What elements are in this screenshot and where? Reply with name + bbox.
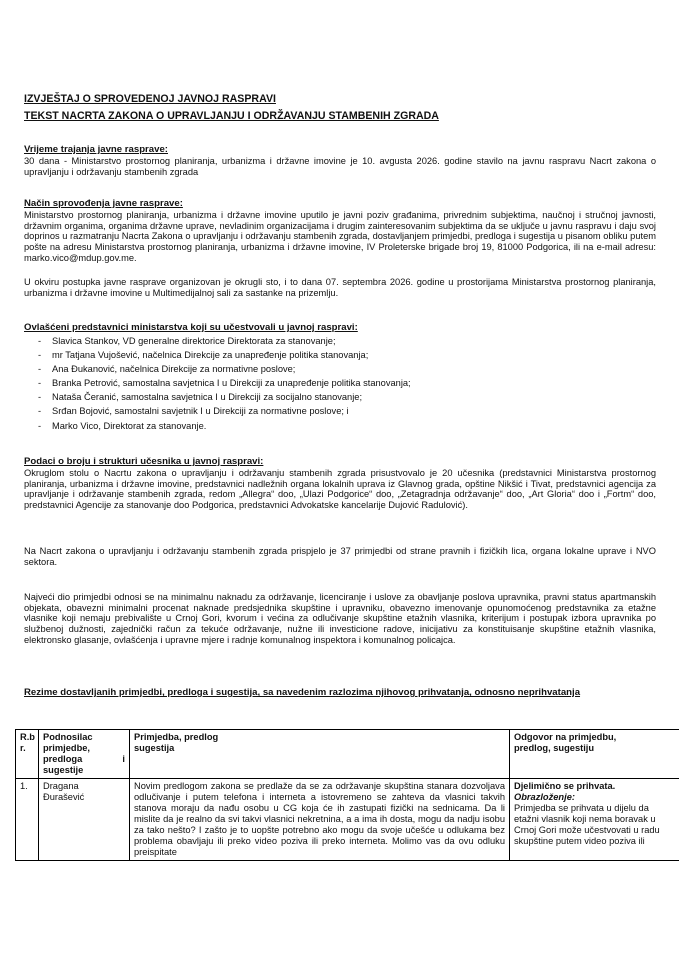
- list-item: - mr Tatjana Vujošević, načelnica Direkcije za unapređenje politika stanovanja;: [38, 350, 369, 361]
- list-item: - Branka Petrović, samostalna savjetnica I u Direkciji za unapređenje politika stanovanja;: [38, 378, 411, 389]
- list-item: - Nataša Čeranić, samostalna savjetnica I u Direkciji za socijalno stanovanje;: [38, 392, 363, 403]
- remarks-table: [15, 729, 679, 861]
- duration-heading: Vrijeme trajanja javne rasprave:: [24, 144, 168, 155]
- row-remark: Novim predlogom zakona se predlaže da se za održavanje skupština stanara dozvoljava odlučivanje i putem telefona i interneta a istovremeno se zahteva da vlasnici takvih stanova moraju da nađu osobu u CG koja će ih zastupati fizički na sednicama. Da li mislite da je realno da svi takvi vlasnici nekretnina, a a ima ih dosta, mogu da nadju isobu za tako nešto? I zašto je to uopšte potrebno ako mogu da svoje učešće u odlukama bez problema obavljaju ili preko video poziva ili preko interneta. Molimo vas da ovu odluku preispitate: [130, 779, 510, 861]
- participants-text-3: Najveći dio primjedbi odnosi se na minimalnu naknadu za održavanje, licenciranje i uslove za obavljanje poslova upravnika, pravni status apartmanskih objekata, obavezni minimalni procenat naknade predsjednika skupštine i upravniku, obavezno imenovanje opunomoćenog predstavnika za etažne vlasnike koji nemaju prebivalište u Crnoj Gori, kvorum i većina za odlučivanje skupštine etažnih vlasnika, kriterijum i postupak izbora upravnika po službenoj dužnosti, zajednički račun za tekuće održavanje, nužne ili investicione radove, inicijativu za konstituisanje skupštine etažnih vlasnika, elektronsko glasanje, ovlašćenja i upravne mjere i radnje komunalnog inspektora i komunalnog policajca.: [24, 592, 656, 645]
- representatives-heading: Ovlašćeni predstavnici ministarstva koji su učestvovali u javnoj raspravi:: [24, 322, 358, 333]
- method-heading: Način sprovođenja javne rasprave:: [24, 198, 183, 209]
- law-title: TEKST NACRTA ZAKONA O UPRAVLJANJU I ODRŽAVANJU STAMBENIH ZGRADA: [24, 110, 439, 122]
- list-item: - Marko Vico, Direktorat za stanovanje.: [38, 420, 207, 431]
- duration-text: 30 dana - Ministarstvo prostornog planiranja, urbanizma i državne imovine je 10. avgusta 2026. godine stavilo na javnu raspravu Nacrt zakona o upravljanju i održavanju stambenih zgrada: [24, 156, 656, 177]
- table-header-row: [16, 730, 679, 779]
- participants-text-1: Okruglom stolu o Nacrtu zakona o upravljanju i održavanju stambenih zgrada prisustvovalo je 20 učesnika (predstavnici Ministarstva prostornog planiranja, urbanizma i državne imovine, predstavnici nadležnih organa lokalnih uprava iz Glavnog grada, opštine Nikšić i Tivat, predstavnici agencija za upravljanje i održavanje stambenih zgrada, redom „Allegra“ doo, „Ulazi Podgorice“ doo, „Zetagradnja održavanje“ doo, „Art Gloria“ doo i „Fortm“ doo, predstavnici Agencije za stanovanje doo Podgorica, predstavnici Advokatske kancelarije Dujović Radulović).: [24, 468, 656, 511]
- row-number: 1.: [16, 779, 39, 861]
- list-item: - Srđan Bojović, samostalni savjetnik I u Direkciji za normativne poslove; i: [38, 406, 349, 417]
- representatives-list: [38, 334, 411, 433]
- list-item: - Ana Đukanović, načelnica Direkcije za normativne poslove;: [38, 364, 296, 375]
- col-submitter-header: Podnosilac primjedbe, predloga i sugestije: [39, 730, 130, 779]
- col-number-header: R.b r.: [16, 730, 39, 779]
- participants-text-2: Na Nacrt zakona o upravljanju i održavanju stambenih zgrada prispjelo je 37 primjedbi od strane pravnih i fizičkih lica, organa lokalne uprave i NVO sektora.: [24, 546, 656, 567]
- col-answer-header: Odgovor na primjedbu, predlog, sugestiju: [510, 730, 679, 779]
- col-remark-header: Primjedba, predlog sugestija: [130, 730, 510, 779]
- summary-heading: Rezime dostavljanih primjedbi, predloga i sugestija, sa navedenim razlozima njihovog prihvatanja, odnosno neprihvatanja: [24, 687, 581, 698]
- row-answer: Djelimično se prihvata. Obrazloženje: Primjedba se prihvata u dijelu da etažni vlasnik koji nema boravak u Crnoj Gori može učestvovati u radu skupštine putem video poziva ili: [510, 779, 679, 861]
- row-submitter: Dragana Đurašević: [39, 779, 130, 861]
- method-text-2: U okviru postupka javne rasprave organizovan je okrugli sto, i to dana 07. septembra 2026. godine u prostorijama Ministarstva prostornog planiranja, urbanizma i državne imovine u Multimedijalnoj sali za sastanke na prizemlju.: [24, 277, 656, 298]
- participants-heading: Podaci o broju i strukturi učesnika u javnoj raspravi:: [24, 456, 264, 467]
- report-title: IZVJEŠTAJ O SPROVEDENOJ JAVNOJ RASPRAVI: [24, 93, 276, 105]
- table-row: [16, 779, 679, 861]
- method-text-1: Ministarstvo prostornog planiranja, urbanizma i državne imovine uputilo je javni poziv građanima, privrednim subjektima, naučnoj i stručnoj javnosti, državnim organima, organima državne uprave, nevladinim organizacijama i drugim zainteresovanim subjektima da se uključe u javnu raspravu i daju svoj doprinos u razmatranju Nacrta Zakona o upravljanju i održavanju stambenih zgrada, dostavljanjem primjedbi, predloga i sugestija u pisanom obliku putem pošte na adresu Ministarstva prostornog planiranja, urbanizma i državne imovine, IV Proleterske brigade broj 19, 81000 Podgorica, ili na e-mail adresu: marko.vico@mdup.gov.me.: [24, 210, 656, 263]
- list-item: - Slavica Stankov, VD generalne direktorice Direktorata za stanovanje;: [38, 336, 336, 346]
